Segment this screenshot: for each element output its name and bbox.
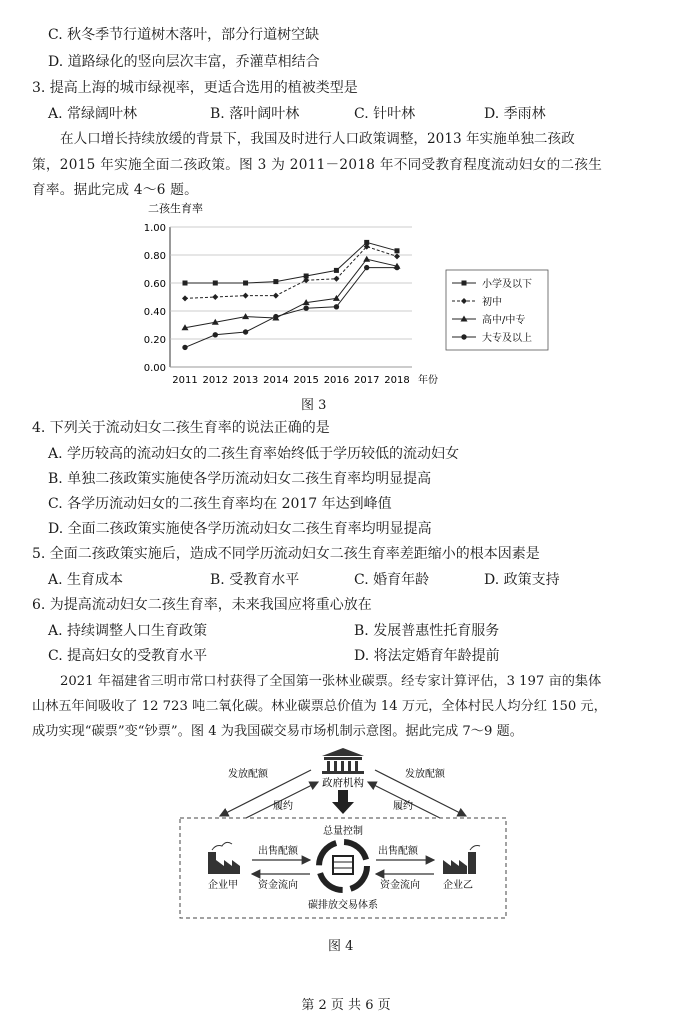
data-point bbox=[242, 313, 249, 319]
figure-3-caption: 图 3 bbox=[301, 398, 327, 413]
factory-b-icon bbox=[443, 846, 480, 875]
data-point bbox=[462, 281, 467, 286]
fund-flow-left: 资金流向 bbox=[258, 880, 298, 891]
y-tick-label: 0.60 bbox=[143, 279, 166, 290]
data-point bbox=[334, 304, 339, 309]
option-a: A. 学历较高的流动妇女的二孩生育率始终低于学历较低的流动妇女 bbox=[48, 446, 460, 462]
data-point bbox=[461, 334, 466, 339]
option-c: C. 婚育年龄 bbox=[354, 572, 430, 588]
sell-quota-right: 出售配额 bbox=[378, 846, 418, 857]
series-line bbox=[185, 247, 397, 299]
option-d: D. 季雨林 bbox=[484, 106, 546, 122]
factory-a-icon bbox=[208, 842, 240, 874]
x-tick-label: 2017 bbox=[353, 375, 380, 386]
paragraph-line: 在人口增长持续放缓的背景下，我国及时进行人口政策调整，2013 年实施单独二孩政 bbox=[60, 131, 575, 147]
option-line: C. 秋冬季节行道树木落叶，部分行道树空缺 bbox=[48, 27, 320, 43]
system-label: 碳排放交易体系 bbox=[308, 900, 378, 911]
x-tick-label: 2018 bbox=[384, 375, 410, 386]
legend-label: 小学及以下 bbox=[482, 279, 532, 290]
firm-b-label: 企业乙 bbox=[443, 880, 473, 891]
x-tick-label: 2012 bbox=[202, 375, 229, 386]
x-tick-label: 2015 bbox=[293, 375, 319, 386]
firm-a-label: 企业甲 bbox=[208, 880, 238, 891]
legend-label: 大专及以上 bbox=[482, 333, 532, 344]
data-point bbox=[363, 256, 370, 262]
sell-quota-left: 出售配额 bbox=[258, 846, 298, 857]
data-point bbox=[334, 268, 339, 273]
cycle-icon bbox=[319, 842, 367, 890]
data-point bbox=[273, 293, 279, 299]
comply-left: 履约 bbox=[273, 801, 293, 812]
y-axis-label: 二孩生育率 bbox=[148, 202, 203, 215]
x-tick-label: 2014 bbox=[263, 375, 289, 386]
question-5: 5. 全面二孩政策实施后，造成不同学历流动妇女二孩生育率差距缩小的根本因素是 bbox=[32, 546, 540, 562]
data-point bbox=[273, 314, 278, 319]
y-tick-label: 0.40 bbox=[143, 307, 166, 318]
x-tick-label: 2011 bbox=[172, 375, 198, 386]
data-point bbox=[213, 332, 218, 337]
option-b: B. 发展普惠性托育服务 bbox=[354, 623, 500, 639]
question-6: 6. 为提高流动妇女二孩生育率，未来我国应将重心放在 bbox=[32, 597, 372, 613]
issue-quota-right: 发放配额 bbox=[405, 769, 445, 780]
legend-label: 初中 bbox=[482, 297, 502, 308]
option-c: C. 提高妇女的受教育水平 bbox=[48, 648, 208, 664]
x-tick-label: 2013 bbox=[232, 375, 259, 386]
option-d: D. 全面二孩政策实施使各学历流动妇女二孩生育率均明显提高 bbox=[48, 521, 432, 537]
issue-quota-left: 发放配额 bbox=[228, 769, 268, 780]
x-axis-label: 年份 bbox=[418, 375, 438, 386]
data-point bbox=[182, 345, 187, 350]
fund-flow-right: 资金流向 bbox=[380, 880, 420, 891]
question-4: 4. 下列关于流动妇女二孩生育率的说法正确的是 bbox=[32, 420, 330, 436]
paragraph-line: 策，2015 年实施全面二孩政策。图 3 为 2011－2018 年不同受教育程度流动妇女的二孩生 bbox=[32, 157, 603, 173]
data-point bbox=[303, 306, 308, 311]
down-arrow-icon bbox=[332, 790, 354, 814]
data-point bbox=[333, 276, 339, 282]
figure-4-caption: 图 4 bbox=[328, 939, 354, 954]
x-tick-label: 2016 bbox=[323, 375, 350, 386]
option-a: A. 持续调整人口生育政策 bbox=[48, 623, 208, 639]
option-a: A. 生育成本 bbox=[48, 572, 124, 588]
data-point bbox=[182, 295, 188, 301]
data-point bbox=[213, 281, 218, 286]
y-tick-label: 0.00 bbox=[143, 363, 166, 374]
y-tick-label: 0.20 bbox=[143, 335, 166, 346]
option-b: B. 受教育水平 bbox=[210, 572, 300, 588]
gov-label: 政府机构 bbox=[322, 777, 364, 789]
data-point bbox=[243, 281, 248, 286]
paragraph-line: 成功实现“碳票”变“钞票”。图 4 为我国碳交易市场机制示意图。据此完成 7～9 题。 bbox=[32, 724, 523, 739]
paragraph-line: 山林五年间吸收了 12 723 吨二氧化碳。林业碳票总价值为 14 万元，全体村民人均分红 150 元， bbox=[32, 699, 607, 714]
option-c: C. 针叶林 bbox=[354, 106, 416, 122]
carbon-market-diagram bbox=[168, 748, 518, 924]
option-a: A. 常绿阔叶林 bbox=[48, 106, 138, 122]
option-d: D. 政策支持 bbox=[484, 572, 560, 588]
total-control-label: 总量控制 bbox=[323, 826, 363, 837]
option-b: B. 单独二孩政策实施使各学历流动妇女二孩生育率均明显提高 bbox=[48, 471, 432, 487]
paragraph-line: 育率。据此完成 4～6 题。 bbox=[32, 182, 199, 198]
comply-right: 履约 bbox=[393, 801, 413, 812]
line-chart bbox=[140, 200, 560, 392]
data-point bbox=[243, 329, 248, 334]
option-line: D. 道路绿化的竖向层次丰富，乔灌草相结合 bbox=[48, 54, 320, 70]
data-point bbox=[364, 265, 369, 270]
option-c: C. 各学历流动妇女的二孩生育率均在 2017 年达到峰值 bbox=[48, 496, 392, 512]
data-point bbox=[212, 294, 218, 300]
legend-label: 高中/中专 bbox=[482, 315, 526, 326]
data-point bbox=[183, 281, 188, 286]
data-point bbox=[395, 248, 400, 253]
y-tick-label: 0.80 bbox=[143, 251, 166, 262]
paragraph-line: 2021 年福建省三明市常口村获得了全国第一张林业碳票。经专家计算评估，3 197 亩的集体 bbox=[60, 674, 602, 689]
data-point bbox=[394, 253, 400, 259]
y-tick-label: 1.00 bbox=[143, 223, 166, 234]
option-b: B. 落叶阔叶林 bbox=[210, 106, 300, 122]
option-d: D. 将法定婚育年龄提前 bbox=[354, 648, 500, 664]
data-point bbox=[243, 293, 249, 299]
data-point bbox=[273, 279, 278, 284]
data-point bbox=[394, 265, 399, 270]
government-icon bbox=[322, 748, 364, 774]
question-3: 3. 提高上海的城市绿视率，更适合选用的植被类型是 bbox=[32, 80, 358, 96]
page-footer: 第 2 页 共 6 页 bbox=[301, 998, 391, 1013]
